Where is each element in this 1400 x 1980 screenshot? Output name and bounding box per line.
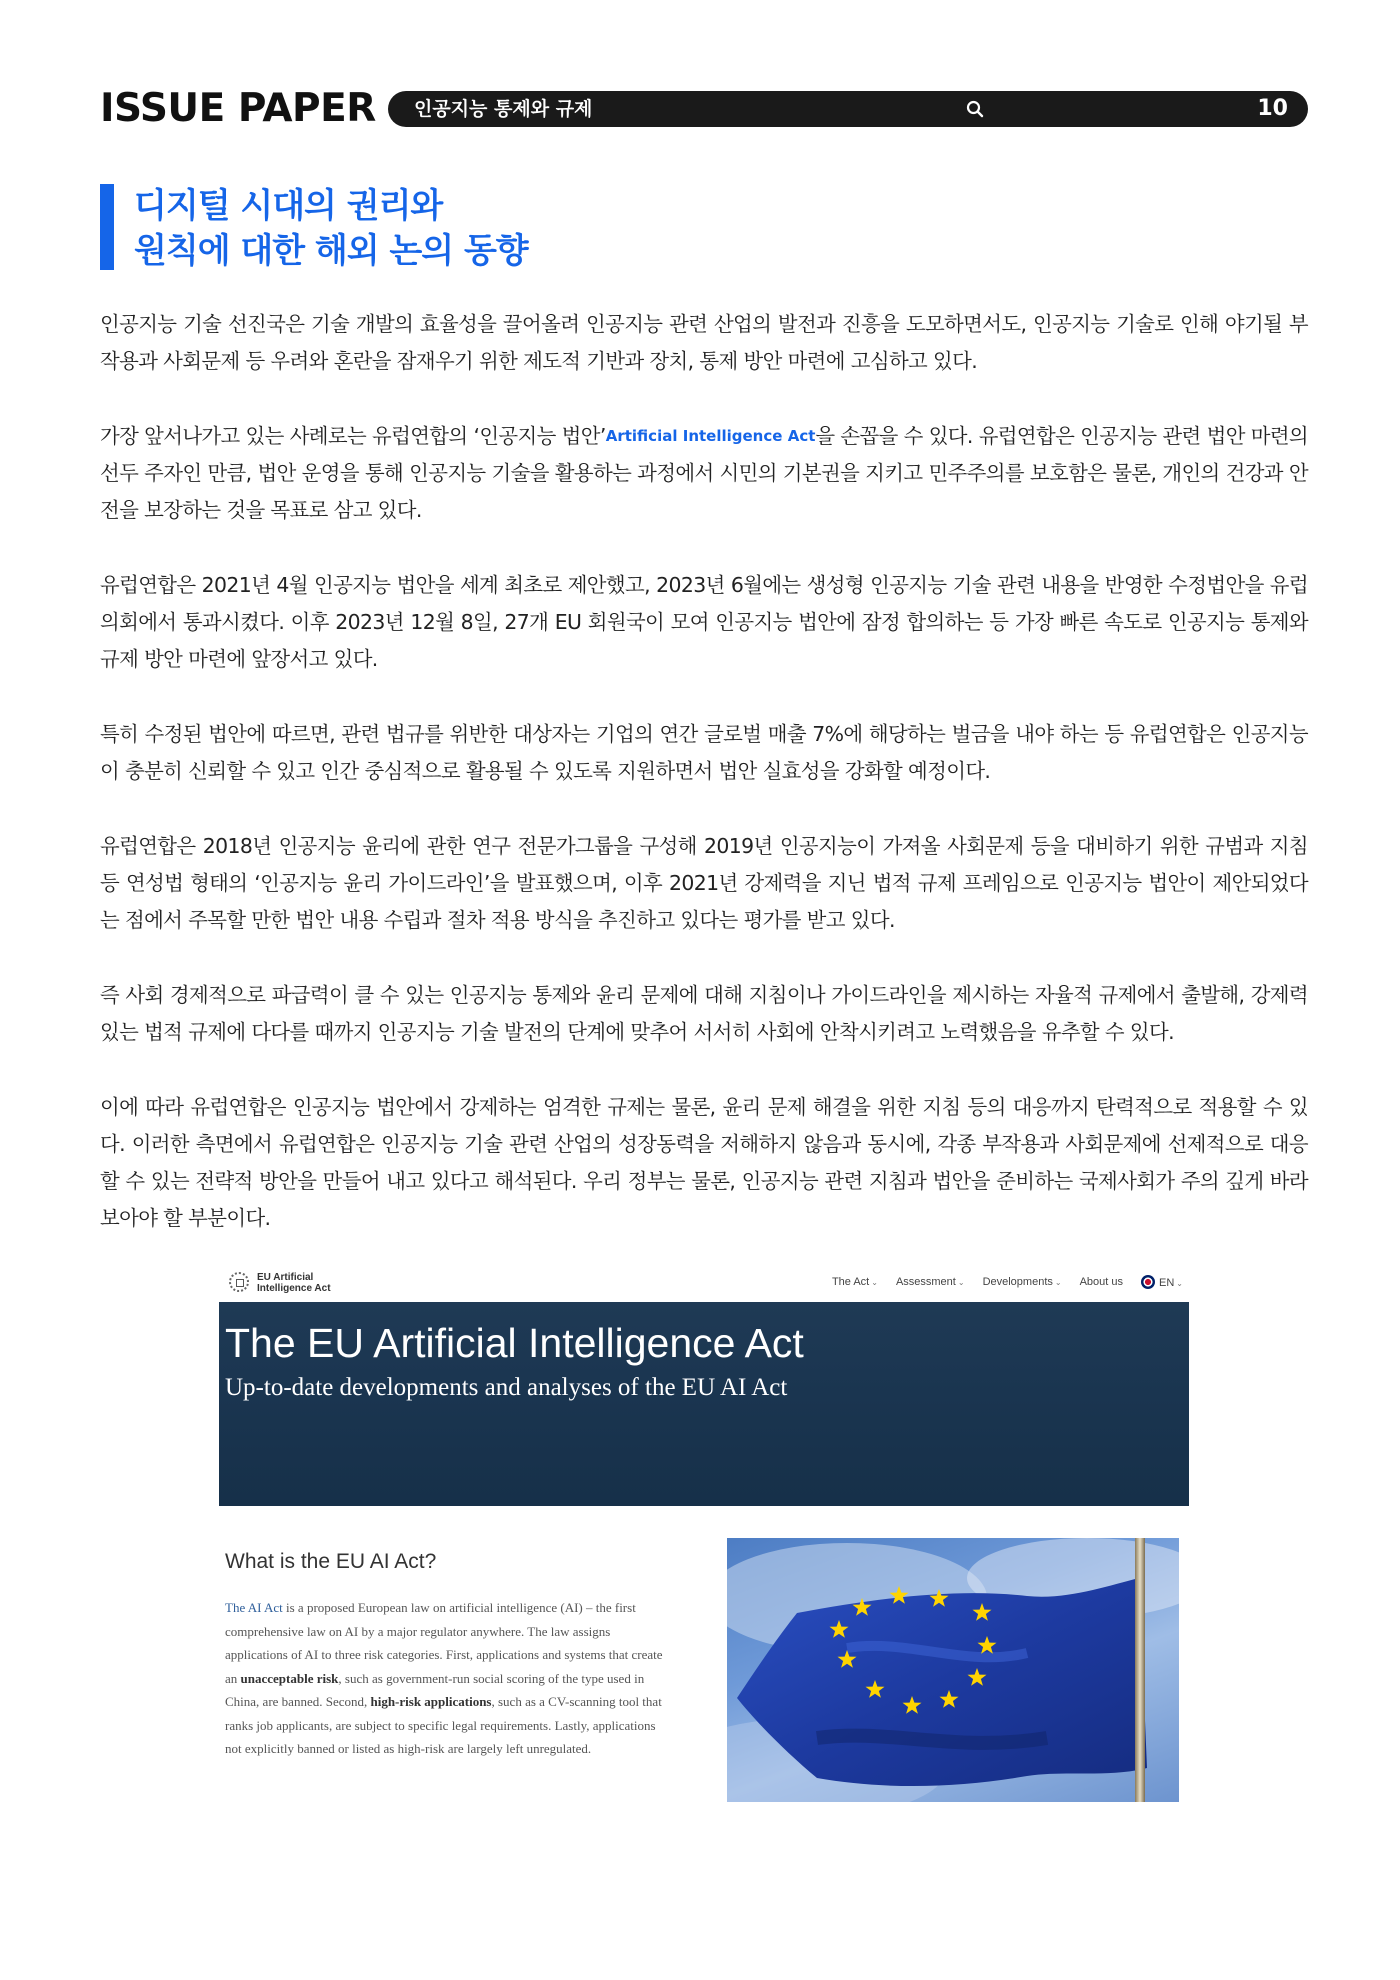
eu-ai-act-logo-icon[interactable]	[229, 1272, 249, 1292]
paragraph-2-pre: 가장 앞서나가고 있는 사례로는 유럽연합의 ‘인공지능 법안’	[100, 424, 606, 448]
header-bar	[388, 91, 1308, 127]
nav-links	[832, 1262, 1183, 1302]
paragraph-6: 즉 사회 경제적으로 파급력이 클 수 있는 인공지능 통제와 윤리 문제에 대해 지침이나 가이드라인을 제시하는 자율적 규제에서 출발해, 강제력 있는 법적 규제에 다다를 때까지 인공지능 기술 발전의 단계에 맞추어 서서히 사회에 안착시키려고 노력했음을 유추할 수 있다.	[100, 983, 1308, 1044]
chevron-down-icon: ⌄	[1176, 1279, 1183, 1288]
chevron-down-icon: ⌄	[957, 1278, 965, 1287]
desc-text-3: , such as a CV-scanning tool that ranks job applicants, are subject to specific legal requirements. Lastly, applications not explicitly banned or listed as high-risk are largely left unregulated.	[225, 1694, 662, 1756]
nav-label: Developments	[982, 1276, 1053, 1288]
hero-subtitle: Up-to-date developments and analyses of the EU AI Act	[225, 1374, 788, 1401]
article-body	[100, 306, 1308, 1275]
logo-line-1: EU Artificial	[257, 1272, 314, 1283]
eu-flag-illustration	[727, 1538, 1179, 1802]
page-number: 10	[1257, 96, 1288, 121]
language-label: EN	[1159, 1277, 1175, 1289]
page-header	[100, 88, 1308, 130]
website-screenshot	[219, 1262, 1189, 1842]
nav-label: Assessment	[895, 1276, 956, 1288]
paragraph-5: 유럽연합은 2018년 인공지능 윤리에 관한 연구 전문가그룹을 구성해 2019년 인공지능이 가져올 사회문제 등을 대비하기 위한 규범과 지침 등 연성법 형태의 ‘인공지능 윤리 가이드라인’을 발표했으며, 이후 2021년 강제력을 지닌 법적 규제 프레임으로 인공지능 법안이 제안되었다는 점에서 주목할 만한 법안 내용 수립과 절차 적용 방식을 추진하고 있다는 평가를 받고 있다.	[100, 834, 1308, 932]
english-term: Artificial Intelligence Act	[605, 427, 816, 445]
what-heading: What is the EU AI Act?	[225, 1550, 437, 1573]
paragraph-7: 이에 따라 유럽연합은 인공지능 법안에서 강제하는 엄격한 규제는 물론, 윤리 문제 해결을 위한 지침 등의 대응까지 탄력적으로 적용할 수 있다. 이러한 측면에서 유럽연합은 인공지능 기술 관련 산업의 성장동력을 저해하지 않음과 동시에, 각종 부작용과 사회문제에 선제적으로 대응할 수 있는 전략적 방안을 만들어 내고 있다고 해석된다. 우리 정부는 물론, 인공지능 관련 지침과 법안을 준비하는 국제사회가 주의 깊게 바라보아야 할 부분이다.	[100, 1095, 1308, 1230]
section-title-line-2: 원칙에 대한 해외 논의 동향	[134, 231, 528, 271]
hero-title: The EU Artificial Intelligence Act	[225, 1320, 804, 1366]
hero-banner	[219, 1302, 1189, 1506]
section-title-line-1: 디지털 시대의 권리와	[134, 186, 443, 226]
logo-line-2: Intelligence Act	[257, 1283, 331, 1294]
paragraph-3: 유럽연합은 2021년 4월 인공지능 법안을 세계 최초로 제안했고, 2023년 6월에는 생성형 인공지능 기술 관련 내용을 반영한 수정법안을 유럽의회에서 통과시켰다. 이후 2023년 12월 8일, 27개 EU 회원국이 모여 인공지능 법안에 잠정 합의하는 등 가장 빠른 속도로 인공지능 통제와 규제 방안 마련에 앞장서고 있다.	[100, 573, 1308, 671]
paragraph-2	[100, 418, 1308, 529]
desc-bold-1: unacceptable risk	[240, 1670, 339, 1686]
paragraph-1: 인공지능 기술 선진국은 기술 개발의 효율성을 끌어올려 인공지능 관련 산업의 발전과 진흥을 도모하면서도, 인공지능 기술로 인해 야기될 부작용과 사회문제 등 우려와 혼란을 잠재우기 위한 제도적 기반과 장치, 통제 방안 마련에 고심하고 있다.	[100, 312, 1308, 373]
brand-title: ISSUE PAPER	[100, 86, 376, 131]
paragraph-2-post: 을 손꼽을 수 있다. 유럽연합은 인공지능 관련 법안 마련의 선두 주자인 만큼, 법안 운영을 통해 인공지능 기술을 활용하는 과정에서 시민의 기본권을 지키고 민주주의를 보호함은 물론, 개인의 건강과 안전을 보장하는 것을 목표로 삼고 있다.	[100, 424, 1309, 522]
site-nav	[219, 1262, 1189, 1302]
paragraph-4: 특히 수정된 법안에 따르면, 관련 법규를 위반한 대상자는 기업의 연간 글로벌 매출 7%에 해당하는 벌금을 내야 하는 등 유럽연합은 인공지능이 충분히 신뢰할 수 있고 인간 중심적으로 활용될 수 있도록 지원하면서 법안 실효성을 강화할 예정이다.	[100, 722, 1308, 783]
nav-item-about-us[interactable]	[1080, 1276, 1123, 1288]
header-topic: 인공지능 통제와 규제	[414, 98, 593, 120]
section-title	[100, 184, 800, 270]
site-logo-text[interactable]	[257, 1272, 331, 1294]
desc-text-2: , such as government-run social scoring of the type used in China, are banned. Second,	[225, 1670, 645, 1709]
ai-act-link[interactable]: The AI Act	[225, 1600, 283, 1615]
desc-bold-2: high-risk applications	[370, 1694, 492, 1709]
uk-flag-icon	[1141, 1275, 1155, 1289]
nav-label: The Act	[831, 1276, 870, 1288]
nav-item-the-act[interactable]	[832, 1276, 878, 1288]
desc-text-1: is a proposed European law on artificial intelligence (AI) – the first comprehensive law on AI by a major regulator anywhere. The law assigns applications of AI to three risk categories. First, applications and systems that create an	[225, 1600, 663, 1686]
nav-item-assessment[interactable]	[896, 1276, 965, 1288]
eu-flag-photo	[727, 1538, 1179, 1802]
nav-label: About us	[1079, 1276, 1124, 1288]
chevron-down-icon: ⌄	[1054, 1278, 1062, 1287]
language-selector[interactable]	[1141, 1275, 1183, 1289]
chevron-down-icon: ⌄	[871, 1278, 878, 1287]
nav-item-developments[interactable]	[983, 1276, 1062, 1288]
search-icon[interactable]	[966, 100, 984, 118]
ai-act-description	[225, 1596, 675, 1761]
